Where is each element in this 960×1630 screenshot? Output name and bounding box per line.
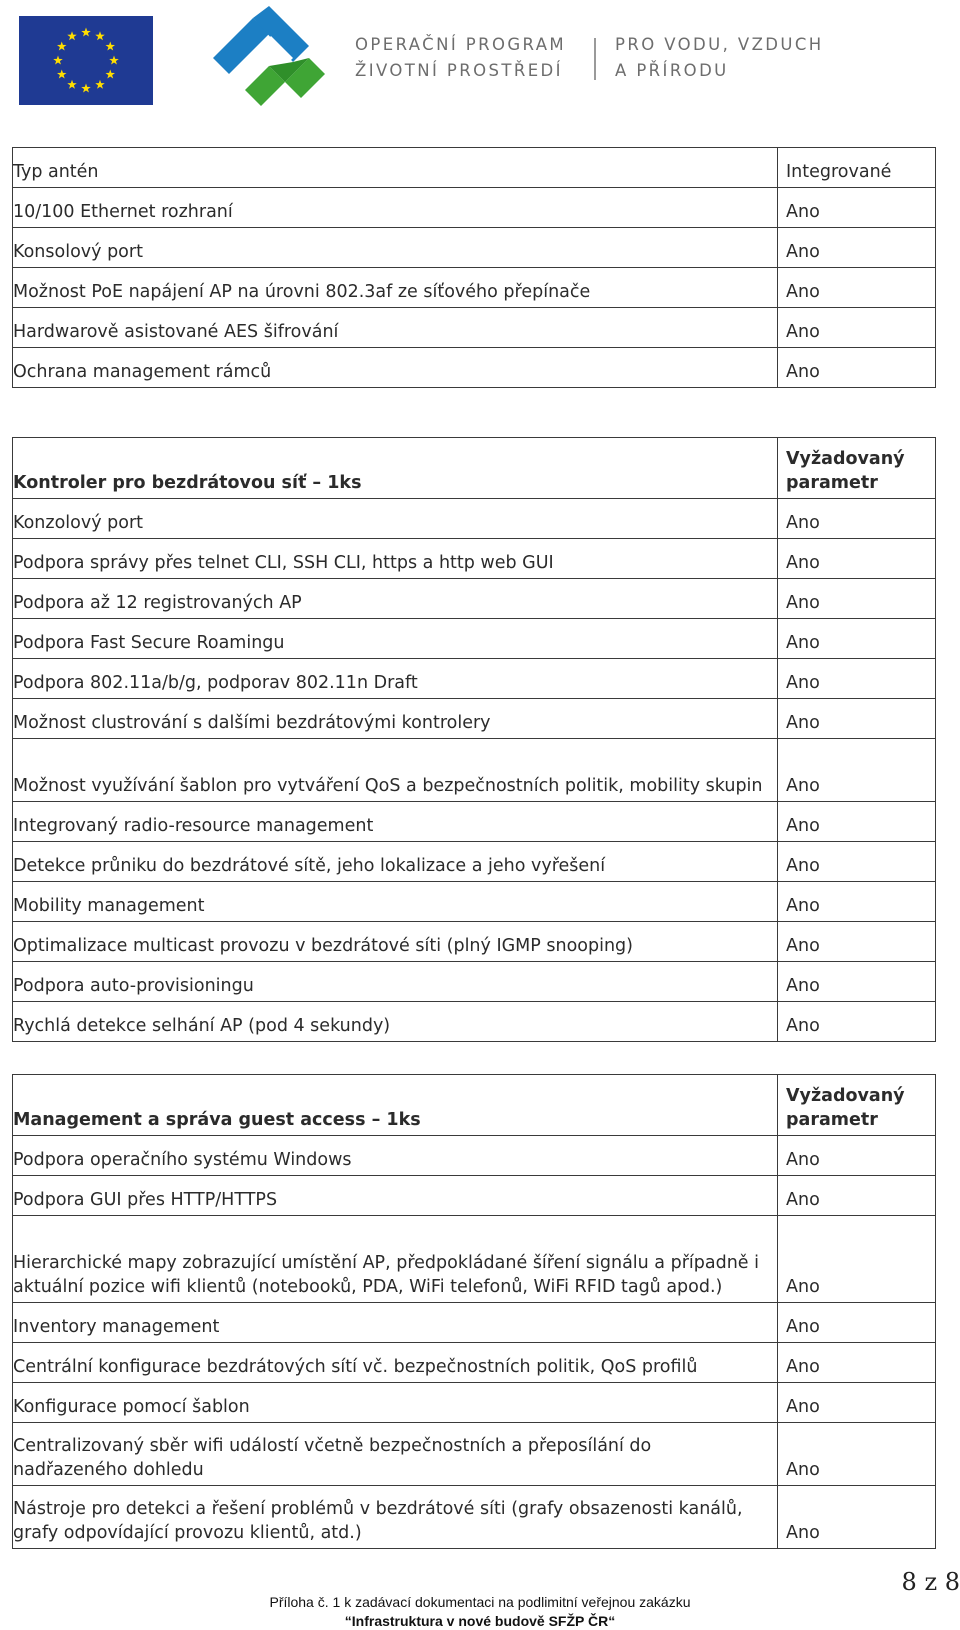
- table-row: [13, 579, 936, 619]
- op-line-3: PRO VODU, VZDUCH: [615, 35, 824, 54]
- table-row: [13, 539, 936, 579]
- row-value: Ano: [778, 539, 936, 579]
- op-line-1: OPERAČNÍ PROGRAM: [355, 35, 567, 54]
- table-title: Kontroler pro bezdrátovou síť – 1ks: [13, 438, 778, 499]
- row-value: Ano: [778, 348, 936, 388]
- row-value: Ano: [778, 268, 936, 308]
- row-value: Ano: [778, 922, 936, 962]
- row-label: Podpora až 12 registrovaných AP: [13, 579, 778, 619]
- table-title: Management a správa guest access – 1ks: [13, 1075, 778, 1136]
- row-label: Ochrana management rámců: [13, 348, 778, 388]
- row-label: Nástroje pro detekci a řešení problémů v bezdrátové síti (grafy obsazenosti kanálů, grafy odpovídající provozu klientů, atd.): [13, 1486, 778, 1549]
- table-row: [13, 659, 936, 699]
- spec-table-controller: [12, 437, 936, 1042]
- row-label: Možnost clustrování s dalšími bezdrátovými kontrolery: [13, 699, 778, 739]
- param-header: Vyžadovaný parametr: [778, 438, 936, 499]
- row-label: Mobility management: [13, 882, 778, 922]
- row-value: Ano: [778, 1176, 936, 1216]
- op-name-left: [355, 32, 566, 84]
- row-value: Ano: [778, 1002, 936, 1042]
- footer-line-1: Příloha č. 1 k zadávací dokumentaci na podlimitní veřejnou zakázku: [269, 1594, 691, 1610]
- table-row: [13, 148, 936, 188]
- row-value: Ano: [778, 882, 936, 922]
- row-value: Ano: [778, 1136, 936, 1176]
- row-label: Konzolový port: [13, 499, 778, 539]
- op-zivotni-prostredi-logo-icon: [205, 6, 335, 110]
- row-value: Ano: [778, 499, 936, 539]
- table-row: [13, 882, 936, 922]
- row-label: Podpora operačního systému Windows: [13, 1136, 778, 1176]
- param-header: Vyžadovaný parametr: [778, 1075, 936, 1136]
- row-label: Optimalizace multicast provozu v bezdrátové síti (plný IGMP snooping): [13, 922, 778, 962]
- row-label: Hierarchické mapy zobrazující umístění AP, předpokládané šíření signálu a případně i aktuální pozice wifi klientů (notebooků, PDA, WiFi telefonů, WiFi RFID tagů apod.): [13, 1216, 778, 1303]
- row-value: Ano: [778, 1216, 936, 1303]
- op-name-right: [615, 32, 824, 84]
- row-value: Ano: [778, 188, 936, 228]
- row-label: Centrální konfigurace bezdrátových sítí vč. bezpečnostních politik, QoS profilů: [13, 1343, 778, 1383]
- table-row: [13, 1136, 936, 1176]
- row-value: Integrované: [778, 148, 936, 188]
- row-value: Ano: [778, 699, 936, 739]
- row-label: Podpora GUI přes HTTP/HTTPS: [13, 1176, 778, 1216]
- row-label: Typ antén: [13, 148, 778, 188]
- row-value: Ano: [778, 579, 936, 619]
- row-label: Podpora auto-provisioningu: [13, 962, 778, 1002]
- table-row: [13, 228, 936, 268]
- table-header-row: [13, 1075, 936, 1136]
- row-label: Možnost využívání šablon pro vytváření QoS a bezpečnostních politik, mobility skupin: [13, 739, 778, 802]
- table-row: [13, 699, 936, 739]
- row-label: Konsolový port: [13, 228, 778, 268]
- row-label: Podpora Fast Secure Roamingu: [13, 619, 778, 659]
- op-line-4: A PŘÍRODU: [615, 61, 729, 80]
- row-value: Ano: [778, 739, 936, 802]
- row-label: 10/100 Ethernet rozhraní: [13, 188, 778, 228]
- row-label: Inventory management: [13, 1303, 778, 1343]
- table-row: [13, 1486, 936, 1549]
- row-value: Ano: [778, 802, 936, 842]
- row-label: Možnost PoE napájení AP na úrovni 802.3af ze síťového přepínače: [13, 268, 778, 308]
- table-header-row: [13, 438, 936, 499]
- row-label: Rychlá detekce selhání AP (pod 4 sekundy): [13, 1002, 778, 1042]
- row-value: Ano: [778, 308, 936, 348]
- table-row: [13, 619, 936, 659]
- row-label: Konfigurace pomocí šablon: [13, 1383, 778, 1423]
- row-value: Ano: [778, 1423, 936, 1486]
- header-divider: [594, 38, 596, 80]
- table-row: [13, 739, 936, 802]
- table-row: [13, 1423, 936, 1486]
- table-row: [13, 802, 936, 842]
- table-row: [13, 1303, 936, 1343]
- row-label: Centralizovaný sběr wifi událostí včetně bezpečnostních a přeposílání do nadřazeného dohledu: [13, 1423, 778, 1486]
- table-row: [13, 1216, 936, 1303]
- table-row: [13, 962, 936, 1002]
- spec-table-antennas: [12, 147, 936, 388]
- row-label: Integrovaný radio-resource management: [13, 802, 778, 842]
- table-row: [13, 188, 936, 228]
- row-label: Hardwarově asistované AES šifrování: [13, 308, 778, 348]
- row-label: Detekce průniku do bezdrátové sítě, jeho lokalizace a jeho vyřešení: [13, 842, 778, 882]
- page-header: [0, 0, 960, 120]
- row-value: Ano: [778, 228, 936, 268]
- row-value: Ano: [778, 1343, 936, 1383]
- table-row: [13, 1383, 936, 1423]
- table-row: [13, 1343, 936, 1383]
- eu-flag-icon: [19, 16, 153, 105]
- table-row: [13, 1176, 936, 1216]
- op-line-2: ŽIVOTNÍ PROSTŘEDÍ: [355, 61, 563, 80]
- row-value: Ano: [778, 842, 936, 882]
- row-label: Podpora správy přes telnet CLI, SSH CLI, https a http web GUI: [13, 539, 778, 579]
- table-row: [13, 348, 936, 388]
- row-label: Podpora 802.11a/b/g, podporav 802.11n Draft: [13, 659, 778, 699]
- table-row: [13, 268, 936, 308]
- row-value: Ano: [778, 1486, 936, 1549]
- row-value: Ano: [778, 619, 936, 659]
- row-value: Ano: [778, 1383, 936, 1423]
- row-value: Ano: [778, 962, 936, 1002]
- table-row: [13, 922, 936, 962]
- row-value: Ano: [778, 1303, 936, 1343]
- footer-line-2: “Infrastruktura v nové budově SFŽP ČR“: [344, 1613, 616, 1629]
- table-row: [13, 308, 936, 348]
- page-number: 8 z 8: [901, 1568, 960, 1596]
- table-row: [13, 1002, 936, 1042]
- spec-table-management: [12, 1074, 936, 1549]
- table-row: [13, 499, 936, 539]
- row-value: Ano: [778, 659, 936, 699]
- table-row: [13, 842, 936, 882]
